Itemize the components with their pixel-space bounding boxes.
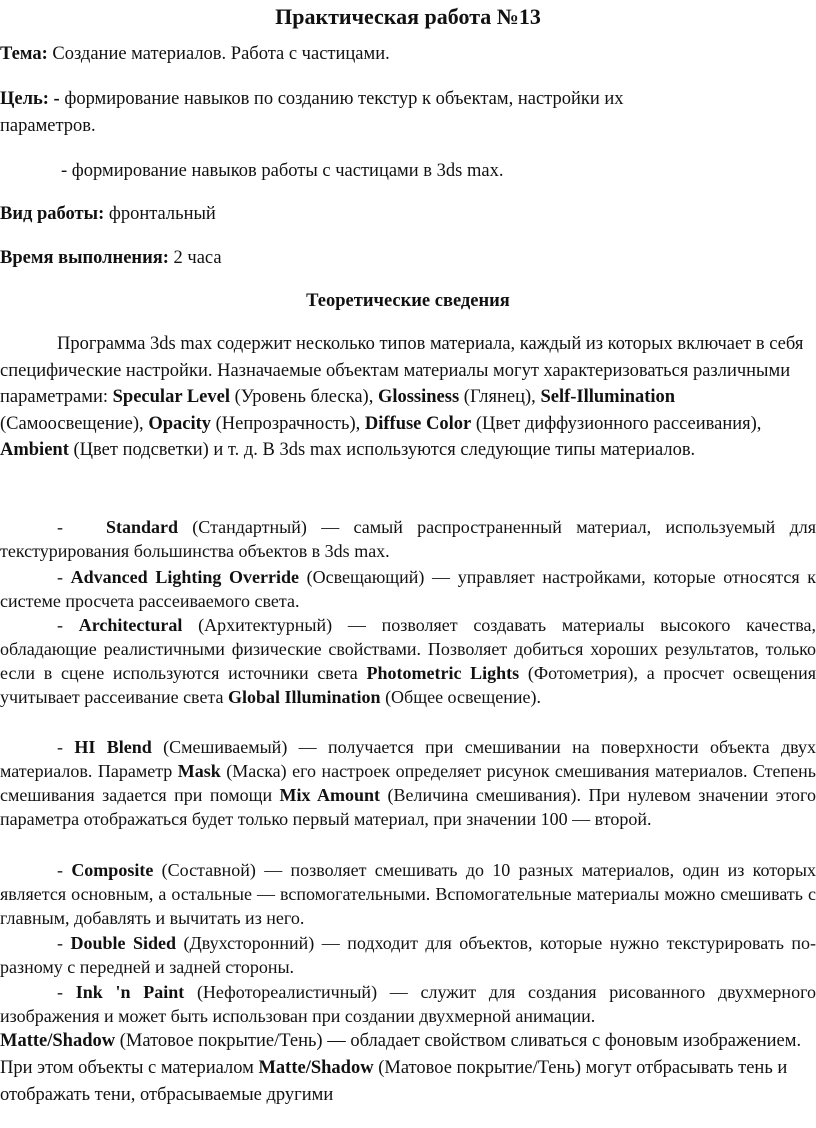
- goal-line-2: параметров.: [0, 116, 96, 136]
- list-item-ink-paint: [0, 980, 816, 1028]
- list-text: (Смешиваемый) — получается при смешивании на поверхности объекта двух материалов. Параметр: [0, 737, 816, 781]
- intro-term: Diffuse Color: [364, 413, 472, 434]
- topic-label: Тема:: [0, 44, 48, 64]
- duration-line: [0, 246, 816, 270]
- list-text: (Фотометрия), а просчет освещения учитывает рассеивание света: [0, 663, 816, 707]
- list-term: Mix Amount: [279, 785, 381, 805]
- intro-text: (Самоосвещение),: [0, 413, 149, 434]
- intro-text: (Уровень блеска),: [229, 387, 378, 407]
- intro-term: Opacity: [148, 413, 212, 434]
- goal-line-3: - формирование навыков работы с частицами в 3ds max.: [61, 161, 504, 181]
- list-term: Global Illumination: [228, 687, 381, 707]
- list-item-double-sided: [0, 931, 816, 979]
- list-text: (Двухсторонний) — подходит для объектов, которые нужно текстурировать по-разному с передней и задней стороны.: [0, 933, 816, 977]
- list-term: HI Blend: [74, 737, 152, 757]
- intro-term: Ambient: [0, 440, 69, 460]
- matte-term: Matte/Shadow: [0, 1031, 116, 1051]
- list-dash: -: [57, 737, 63, 757]
- duration-label: Время выполнения:: [0, 248, 169, 268]
- matte-text: (Матовое покрытие/Тень) — обладает свойством сливаться с фоновым изображением. При этом объекты с материалом: [0, 1031, 802, 1078]
- matte-text: (Матовое покрытие/Тень) могут отбрасывать тень и отображать тени, отбрасываемые другими: [0, 1058, 788, 1105]
- list-text: (Нефотореалистичный) — служит для создания рисованного двухмерного изображения и может быть использован при создании двухмерной анимации.: [0, 982, 816, 1026]
- goal-label: Цель: -: [0, 89, 60, 109]
- section-title: Теоретические сведения: [306, 291, 510, 311]
- list-dash: -: [57, 982, 63, 1002]
- list-text: (Общее освещение).: [380, 687, 541, 707]
- list-text: (Освещающий) — управляет настройками, которые относятся к системе просчета рассеиваемого света.: [0, 567, 816, 611]
- list-text: (Стандартный) — самый распространенный материал, используемый для текстурирования большинства объектов в 3ds max.: [0, 517, 816, 561]
- list-dash: -: [57, 933, 63, 953]
- intro-text: (Непрозрачность),: [211, 413, 365, 434]
- intro-paragraph: [0, 331, 816, 464]
- list-term: Standard: [105, 517, 178, 537]
- goal-text-1: формирование навыков по созданию текстур к объектам, настройки их: [59, 89, 624, 109]
- page-title: Практическая работа №13: [275, 4, 541, 29]
- list-dash: -: [57, 517, 63, 537]
- goal-line-1: [0, 87, 816, 111]
- topic-line: [0, 42, 816, 66]
- list-item-advanced: [0, 565, 816, 613]
- list-term: Ink 'n Paint: [75, 982, 185, 1002]
- list-term: Advanced Lighting Override: [70, 567, 299, 587]
- list-item-architectural: [0, 613, 816, 709]
- list-term: Mask: [177, 761, 221, 781]
- list-item-blend: [0, 735, 816, 831]
- intro-term: Glossiness: [377, 387, 460, 407]
- intro-term: Specular Level: [112, 387, 230, 407]
- list-dash: -: [57, 615, 63, 635]
- intro-text: Программа 3ds max содержит несколько типов материала, каждый из которых включает в себя специфические настройки. Назначаемые объектам материалы могут характеризоваться различными параметрами:: [0, 334, 804, 407]
- list-term: Double Sided: [70, 933, 176, 953]
- intro-text: (Цвет диффузионного рассеивания),: [471, 413, 762, 434]
- duration-text: 2 часа: [168, 248, 222, 268]
- work-type-label: Вид работы:: [0, 204, 105, 224]
- list-term: Photometric Lights: [366, 663, 520, 683]
- list-text: (Составной) — позволяет смешивать до 10 разных материалов, один из которых является основным, а остальные — вспомогательными. Вспомогательные материалы можно смешивать с главным, добавлять и вычитать из него.: [0, 860, 816, 928]
- topic-text: Создание материалов. Работа с частицами.: [47, 44, 390, 64]
- list-text: (Величина смешивания). При нулевом значении этого параметра отображаться будет только первый материал, при значении 100 — второй.: [0, 785, 816, 829]
- list-text: (Архитектурный) — позволяет создавать материалы высокого качества, обладающие реалистичными физические свойствами. Позволяет добиться хороших результатов, только если в сцене используются источники света: [0, 615, 816, 683]
- intro-term: Self-Illumination: [540, 387, 676, 407]
- matte-term: Matte/Shadow: [258, 1058, 374, 1078]
- intro-text: (Глянец),: [459, 387, 541, 407]
- list-item-composite: [0, 858, 816, 930]
- work-type-line: [0, 202, 816, 226]
- list-term: Architectural: [78, 615, 183, 635]
- matte-shadow-paragraph: [0, 1028, 816, 1109]
- list-text: (Маска) его настроек определяет рисунок смешивания материалов. Степень смешивания задается при помощи: [0, 761, 816, 805]
- list-item-standard: [0, 515, 816, 563]
- list-dash: -: [57, 567, 63, 587]
- work-type-text: фронтальный: [104, 204, 216, 224]
- list-dash: -: [57, 860, 63, 880]
- list-term: Composite: [71, 860, 154, 880]
- intro-text: (Цвет подсветки) и т. д. В 3ds max используются следующие типы материалов.: [68, 440, 696, 460]
